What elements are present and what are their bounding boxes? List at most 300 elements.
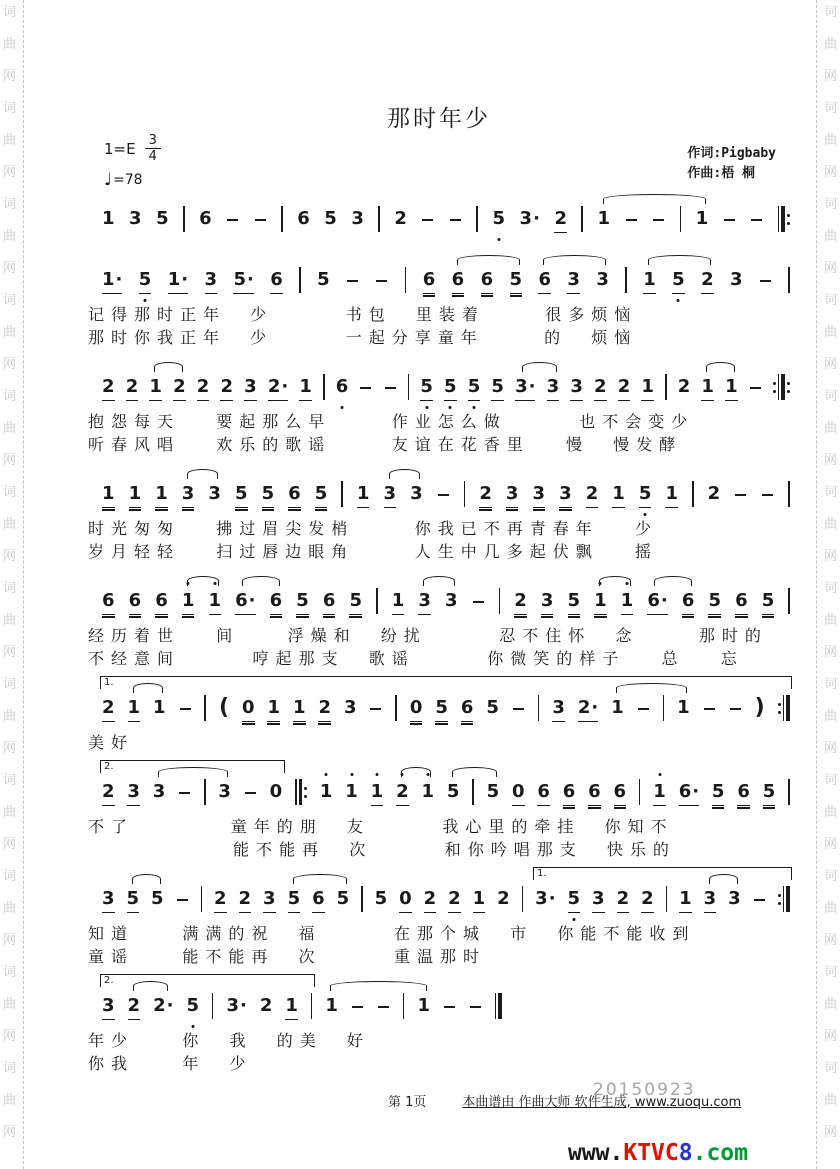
left-border [0,0,40,1169]
side-border-char: 曲 [823,325,837,340]
barline-stroke [311,993,313,1019]
note: 1 [153,697,166,718]
system [88,568,790,669]
note: 2 [514,588,527,615]
side-border-char: 词 [823,389,837,404]
barline [680,206,682,232]
note: 5 [139,267,152,294]
watermark-segment: www. [567,1140,624,1166]
repeat-dots [787,374,790,400]
note: 1 [417,995,430,1016]
note: 6 [288,481,301,508]
duration-dash [753,886,766,912]
slur-arc [706,362,736,372]
note: 6 [737,779,750,806]
side-border-char: 词 [3,485,17,500]
note: 1 [209,588,222,615]
note: 6 [297,208,310,229]
system [88,247,790,348]
note: 5 [568,588,581,615]
note: 6 [481,267,494,294]
barline-stroke [204,779,206,805]
barline-stroke [472,779,474,805]
system [88,866,790,967]
lyric-line: 经历着世 间 浮燥和 纷扰 忍不住怀 念 那时的 [88,626,768,645]
side-border-char: 曲 [823,1093,837,1108]
note: 2 [396,779,409,806]
barline-stroke [281,206,283,232]
duration-dash [179,695,192,721]
parenthesis: ) [754,695,765,720]
barline [476,206,478,232]
barline-stroke [403,993,405,1019]
system [88,354,790,455]
repeat-dots [778,886,781,912]
side-border-char: 词 [823,197,837,212]
barline [408,374,410,400]
side-border-char: 词 [3,293,17,308]
side-border-char: 词 [823,5,837,20]
credits [687,144,776,184]
barline-stroke [378,206,380,232]
duration-dash [703,695,716,721]
side-border-char: 曲 [3,805,17,820]
octave-dot-below [144,299,147,302]
side-border-char: 网 [3,645,17,660]
barline-stroke [778,374,780,400]
volta-label: 2. [104,975,114,986]
duration-dash [377,993,390,1019]
duration-dash [729,695,742,721]
barline-stroke [788,267,790,293]
note: 2 [173,374,186,401]
note: 2 [448,886,461,913]
side-border-char: 网 [823,69,837,84]
side-border-char: 词 [3,5,17,20]
barline-stroke [538,695,540,721]
note: 3 [182,481,195,508]
song-title: 那时年少 [387,106,491,132]
duration-dash [472,588,485,614]
note: 3 [506,481,519,508]
note: 3 [343,697,357,718]
barline-stroke [323,374,325,400]
note: 5 [186,993,199,1019]
barline [204,779,206,805]
notes-row [88,247,790,302]
note: 6 [199,208,212,229]
barline [299,267,301,293]
barline [341,481,343,507]
note: 5 [672,267,685,294]
note: 1 [643,267,656,294]
note: 2 [128,993,141,1020]
slur-arc [242,576,280,586]
note: 1 [473,886,486,913]
watermark-segment: KTVC [623,1140,679,1166]
side-border-char: 词 [823,293,837,308]
right-dashed-divider [816,0,817,1169]
note: 3 [410,483,423,504]
repeat-dots [787,206,790,232]
note: 5 [568,886,581,913]
note: 5 [486,781,500,802]
note: 3 [567,267,580,294]
side-border-char: 网 [3,261,17,276]
barline [212,993,214,1019]
duration-dash [443,993,456,1019]
lyric-line: 那时你我正年 少 一起分享童年 的 烦恼 [88,328,638,347]
barline [204,695,206,721]
octave-dot-above [375,773,378,776]
slur-arc [522,362,557,372]
side-border-char: 词 [823,581,837,596]
left-border-text [3,6,16,1139]
duration-dash [469,993,482,1019]
right-border [800,0,840,1169]
note: 5 [708,588,721,615]
note: 5 [763,779,776,806]
note: 3 [351,208,364,229]
barline-stroke [663,695,665,721]
note: 3 [418,588,431,615]
duration-dash [421,206,434,232]
side-border-char: 网 [3,837,17,852]
barline-stroke [408,374,410,400]
note: 6· [647,588,667,615]
side-border-char: 词 [3,773,17,788]
barline [639,779,641,805]
side-border-char: 曲 [823,421,837,436]
lyric-line: 听春风唱 欢乐的歌谣 友谊在花香里 慢 慢发酵 [88,435,683,454]
note: 6 [423,267,436,294]
duration-dash [375,267,388,293]
octave-dot-below [572,918,575,921]
barline-stroke [783,695,785,721]
note: 1 [155,481,168,508]
composer-credit: 作曲:梧 桐 [687,166,756,181]
barline [663,695,665,721]
duration-dash [346,267,359,293]
side-border-char: 曲 [3,613,17,628]
note: 1 [392,588,405,615]
score [88,186,790,1074]
note: 5 [639,481,652,508]
slur-arc [599,576,632,586]
note: 6 [102,588,115,615]
key-signature: 1=E [104,139,136,158]
note: 3 [127,779,140,806]
duration-dash [178,779,191,805]
volta-label: 1. [537,868,547,879]
side-border-char: 网 [823,1029,837,1044]
barline [625,267,627,293]
note: 5 [296,588,309,615]
octave-dot-below [425,406,428,409]
note: 2 [214,886,227,913]
barline [183,206,185,232]
note: 3 [730,269,743,290]
note: 6 [270,588,283,615]
barline-stroke [299,267,301,293]
note: 5· [233,267,253,294]
duration-dash [176,886,189,912]
repeat-barline [778,695,790,721]
note: 5 [315,481,328,508]
note: 2 [220,374,233,401]
note: 2 [197,374,210,401]
side-border-char: 词 [3,869,17,884]
volta-bracket [100,974,315,987]
barline-stroke [625,267,627,293]
note: 1 [357,481,370,508]
slur-arc [293,874,348,884]
side-border-char: 词 [3,965,17,980]
barline-stroke [788,588,790,614]
note: 2 [641,886,654,913]
note: 1 [299,374,312,401]
barline-stroke [692,481,694,507]
note: 2 [126,374,139,401]
barline-stroke [299,779,303,805]
duration-dash [226,206,239,232]
barline-stroke [183,206,185,232]
notes-row [88,973,790,1028]
final-barline [495,993,502,1019]
left-dashed-divider [23,0,24,1169]
barline [311,993,313,1019]
octave-dot-above [325,773,328,776]
lyric-line: 童谣 能不能再 次 重温那时 [88,947,487,966]
slur-arc [543,255,607,265]
duration-dash [625,206,638,232]
volta-label: 2. [104,761,114,772]
note: 3 [102,886,115,913]
note: 3 [102,993,115,1020]
barline-stroke [778,206,780,232]
note: 1 [149,374,162,401]
barline-stroke [295,779,297,805]
repeat-dots [304,779,307,805]
note: 1 [182,588,195,615]
volta-label: 1. [104,677,114,688]
note: 1 [725,374,738,401]
note: 3 [570,374,583,401]
side-border-char: 词 [3,101,17,116]
side-border-char: 曲 [3,517,17,532]
duration-dash [449,206,462,232]
note: 3 [218,781,231,802]
note: 6· [679,779,699,806]
note: 2 [102,695,115,722]
note: 3 [704,886,717,913]
note: 5 [444,374,457,401]
note: 1· [168,267,188,294]
note: 5 [151,888,164,909]
note: 6 [323,588,336,615]
note: 2 [618,374,631,401]
note: 2 [617,886,630,913]
note: 3 [552,695,565,722]
lyric-line: 不了 童年的朋 友 我心里的牵挂 你知不 [88,817,674,836]
slur-arc [401,767,432,777]
side-border-char: 网 [3,357,17,372]
note: 5 [468,374,481,401]
side-border-char: 曲 [823,709,837,724]
note: 1 [641,374,654,401]
note: 1 [421,779,434,805]
barline [581,206,583,232]
side-border-char: 词 [3,677,17,692]
note: 1 [320,779,333,805]
note: 6 [336,374,349,400]
side-border-char: 网 [3,549,17,564]
barline-stroke [495,993,497,1019]
barline [405,267,407,293]
note: 3 [592,886,605,913]
note: 2 [394,208,407,229]
note: 5 [762,588,775,615]
note: 0 [410,695,423,722]
note: 5 [486,697,499,718]
time-signature-denominator: 4 [148,149,157,164]
note: 3· [535,888,556,909]
barline-stroke [212,993,214,1019]
note: 3 [444,590,458,611]
barline-stroke [680,206,682,232]
barline [538,695,540,721]
slur-arc [154,362,184,372]
notes-row [88,461,790,516]
barline [378,206,380,232]
note: 2 [554,206,567,233]
note: 5 [324,208,337,229]
note: 6 [588,779,601,806]
barline [499,588,501,614]
side-border-char: 曲 [823,37,837,52]
note: 3 [384,481,397,508]
barline-stroke [395,695,397,721]
note: 5 [317,269,330,290]
side-border-char: 曲 [3,709,17,724]
side-border-char: 词 [3,1061,17,1076]
note: 1 [267,695,280,722]
note: 3 [244,374,257,401]
notes-row [88,354,790,409]
barline-stroke [783,886,785,912]
barline [403,993,405,1019]
repeat-barline [778,206,790,232]
note: 1 [653,779,666,806]
side-border-char: 网 [3,453,17,468]
slur-arc [423,576,456,586]
barline [788,481,790,507]
note: 1 [594,588,607,615]
duration-dash [734,481,747,507]
note: 6 [563,779,576,806]
side-border-char: 网 [823,165,837,180]
lyric-line: 不经意间 哼起那支 歌谣 你微笑的样子 总 忘 [88,649,744,668]
side-border-char: 网 [823,645,837,660]
barline [788,267,790,293]
barline-stroke [476,206,478,232]
barline-stroke [376,588,378,614]
lyric-line: 年少 你 我 的美 好 [88,1031,370,1050]
side-border-char: 词 [823,677,837,692]
barline-stroke [786,886,790,912]
note: 2 [594,374,607,401]
note: 6 [155,588,168,615]
barline [666,886,668,912]
note: 6 [461,695,474,722]
duration-dash [254,206,267,232]
side-border-char: 曲 [3,1093,17,1108]
side-border-char: 词 [823,869,837,884]
slur-arc [457,255,521,265]
note: 5 [446,781,460,802]
note: 6 [614,779,627,806]
side-border-char: 网 [3,933,17,948]
octave-dot-below [449,406,452,409]
side-border-char: 曲 [823,613,837,628]
note: 3 [205,267,218,294]
barline-stroke [639,779,641,805]
note: 6· [235,588,255,615]
quarter-note-icon: ♩ [104,170,113,190]
watermark-segment: .com [692,1140,748,1166]
slur-arc [187,576,220,586]
note: 6 [682,588,695,615]
barline [472,779,474,805]
octave-dot-below [677,299,680,302]
note: 1 [371,779,384,806]
octave-dot-below [644,513,647,516]
system [88,186,790,241]
duration-dash [384,374,397,400]
side-border-char: 网 [3,165,17,180]
side-border-char: 网 [3,1029,17,1044]
note: 5 [127,886,140,913]
side-border-char: 网 [823,837,837,852]
note: 1· [102,267,122,294]
system [88,973,790,1074]
side-border-char: 曲 [3,901,17,916]
note: 6 [129,588,142,615]
note: 2 [701,267,714,294]
note: 2 [707,483,721,504]
lyric-line: 能不能再 次 和你吟唱那支 快乐的 [88,840,676,859]
note: 1 [285,993,298,1020]
barline-stroke [781,374,785,400]
note: 1 [611,697,624,718]
note: 2 [586,481,599,508]
watermark-segment: 8 [678,1140,693,1166]
time-signature-numerator: 3 [145,134,161,149]
volta-bracket [100,760,285,773]
duration-dash [749,374,762,400]
side-border-char: 网 [3,741,17,756]
side-border-char: 曲 [3,421,17,436]
note: 3 [596,269,609,290]
slur-arc [132,874,162,884]
lyricist-credit: 作词:Pigbaby [687,146,776,161]
note: 1 [102,208,115,229]
lyric-line: 你我 年 少 [88,1054,253,1073]
note: 3 [559,481,572,508]
note: 1 [679,886,692,913]
note: 1 [129,481,142,508]
lyric-line: 岁月轻轻 扫过唇边眼角 人生中几多起伏飘 摇 [88,542,658,561]
